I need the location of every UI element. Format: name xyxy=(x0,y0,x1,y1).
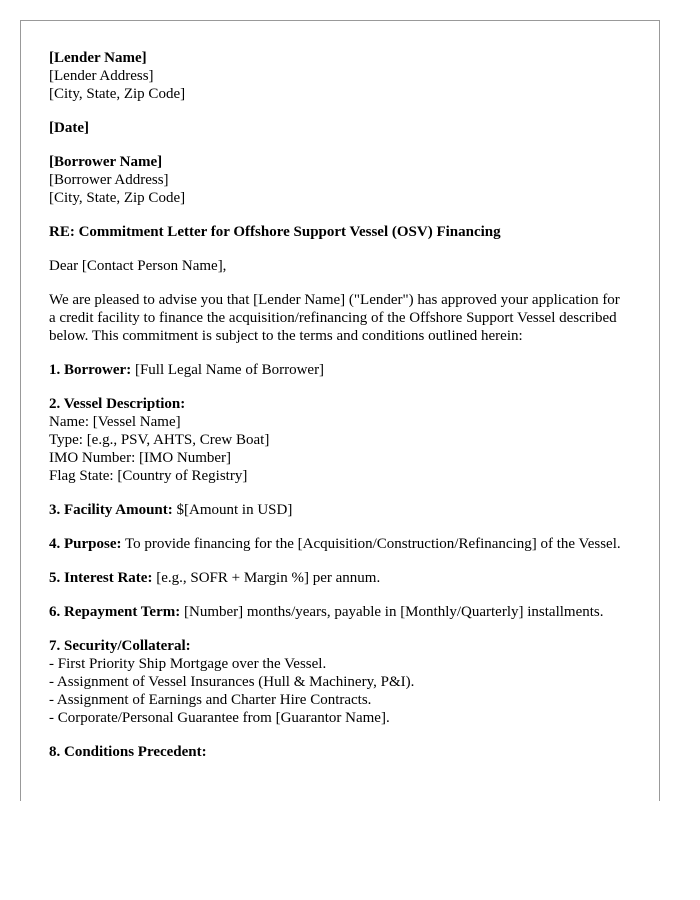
subject-block xyxy=(49,223,624,241)
intro-text: We are pleased to advise you that [Lender Name] ("Lender") has approved your application for a credit facility to finance the acquisition/refinancing of the Offshore Support Vessel described below. This commitment is subject to the terms and conditions outlined herein: xyxy=(49,292,620,344)
salutation-block xyxy=(49,257,624,275)
lender-name: [Lender Name] xyxy=(49,50,147,66)
intro-paragraph xyxy=(49,291,624,345)
letter-content xyxy=(49,49,624,777)
section-security xyxy=(49,637,624,727)
section-repayment xyxy=(49,603,624,621)
section-repayment-value: [Number] months/years, payable in [Monthly/Quarterly] installments. xyxy=(180,604,604,620)
section-interest xyxy=(49,569,624,587)
lender-address: [Lender Address] xyxy=(49,68,154,84)
vessel-imo-line: IMO Number: [IMO Number] xyxy=(49,450,232,466)
salutation: Dear [Contact Person Name], xyxy=(49,258,227,274)
section-security-label: 7. Security/Collateral: xyxy=(49,638,191,654)
vessel-name-line: Name: [Vessel Name] xyxy=(49,414,181,430)
section-conditions xyxy=(49,743,624,761)
letter-date: [Date] xyxy=(49,120,89,136)
lender-city: [City, State, Zip Code] xyxy=(49,86,186,102)
section-borrower-label: 1. Borrower: xyxy=(49,362,132,378)
date-block xyxy=(49,119,624,137)
security-item-mortgage: - First Priority Ship Mortgage over the Vessel. xyxy=(49,656,327,672)
section-purpose xyxy=(49,535,624,553)
section-interest-value: [e.g., SOFR + Margin %] per annum. xyxy=(152,570,381,586)
section-facility xyxy=(49,501,624,519)
vessel-flag-line: Flag State: [Country of Registry] xyxy=(49,468,248,484)
security-item-guarantee: - Corporate/Personal Guarantee from [Guarantor Name]. xyxy=(49,710,390,726)
section-facility-label: 3. Facility Amount: xyxy=(49,502,173,518)
lender-block xyxy=(49,49,624,103)
section-vessel xyxy=(49,395,624,485)
borrower-city: [City, State, Zip Code] xyxy=(49,190,186,206)
section-interest-label: 5. Interest Rate: xyxy=(49,570,153,586)
section-vessel-label: 2. Vessel Description: xyxy=(49,396,186,412)
security-item-insurances: - Assignment of Vessel Insurances (Hull & Machinery, P&I). xyxy=(49,674,415,690)
section-purpose-label: 4. Purpose: xyxy=(49,536,122,552)
section-repayment-label: 6. Repayment Term: xyxy=(49,604,181,620)
section-purpose-value: To provide financing for the [Acquisition/Construction/Refinancing] of the Vessel. xyxy=(121,536,621,552)
letter-page xyxy=(20,20,660,801)
borrower-name: [Borrower Name] xyxy=(49,154,163,170)
borrower-address: [Borrower Address] xyxy=(49,172,169,188)
section-borrower xyxy=(49,361,624,379)
subject-line: RE: Commitment Letter for Offshore Support Vessel (OSV) Financing xyxy=(49,224,501,240)
security-item-earnings: - Assignment of Earnings and Charter Hire Contracts. xyxy=(49,692,372,708)
section-facility-value: $[Amount in USD] xyxy=(172,502,293,518)
section-conditions-label: 8. Conditions Precedent: xyxy=(49,744,207,760)
borrower-block xyxy=(49,153,624,207)
vessel-type-line: Type: [e.g., PSV, AHTS, Crew Boat] xyxy=(49,432,270,448)
section-borrower-value: [Full Legal Name of Borrower] xyxy=(131,362,325,378)
